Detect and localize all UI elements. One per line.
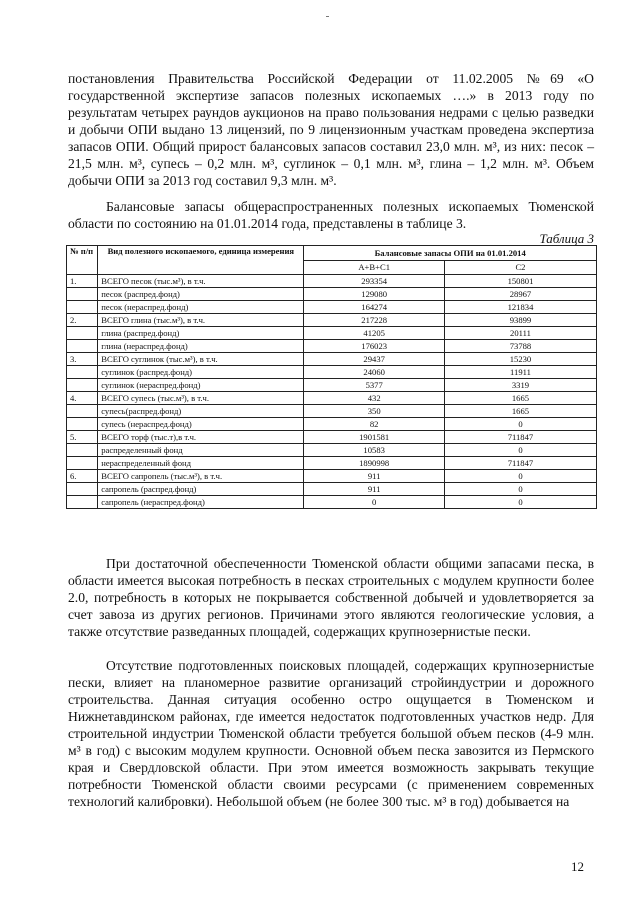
row-number-cell: 4. — [67, 392, 98, 405]
mineral-name-cell: ВСЕГО супесь (тыс.м³), в т.ч. — [98, 392, 304, 405]
c2-value-cell: 1665 — [444, 392, 596, 405]
mineral-name-cell: песок (нераспред.фонд) — [98, 301, 304, 314]
abc1-value-cell: 911 — [304, 470, 445, 483]
table-row — [67, 327, 597, 340]
mineral-name-cell: ВСЕГО торф (тыс.т),в т.ч. — [98, 431, 304, 444]
mineral-name-cell: сапропель (распред.фонд) — [98, 483, 304, 496]
intro-paragraph: постановления Правительства Российской Федерации от 11.02.2005 №69 «О государственной экспертизе запасов полезных ископаемых ….» в 2013 году по результатам четырех раундов аукционов на право пользования недрами с целью разведки и добычи ОПИ выдано 13 лицензий, по 9 лицензионным участкам проведена экспертиза запасов ОПИ. Общий прирост балансовых запасов составил 23,0 млн. м³, из них: песок – 21,5 млн. м³, супесь – 0,2 млн. м³, суглинок – 0,1 млн. м³, глина – 1,2 млн. м³. Объем добычи ОПИ за 2013 год составил 9,3 млн. м³. — [68, 71, 594, 188]
header-abc1: A+B+C1 — [304, 261, 445, 275]
row-number-cell — [67, 340, 98, 353]
abc1-value-cell: 176023 — [304, 340, 445, 353]
row-number-cell — [67, 379, 98, 392]
table-row — [67, 483, 597, 496]
table-row — [67, 379, 597, 392]
mineral-name-cell: суглинок (распред.фонд) — [98, 366, 304, 379]
mineral-name-cell: ВСЕГО сапропель (тыс.м³), в т.ч. — [98, 470, 304, 483]
table-row — [67, 496, 597, 509]
abc1-value-cell: 293354 — [304, 275, 445, 288]
table-row — [67, 470, 597, 483]
c2-value-cell: 28967 — [444, 288, 596, 301]
abc1-value-cell: 350 — [304, 405, 445, 418]
reserves-table — [66, 245, 597, 509]
c2-value-cell: 3319 — [444, 379, 596, 392]
row-number-cell — [67, 301, 98, 314]
table-row — [67, 275, 597, 288]
mineral-name-cell: ВСЕГО глина (тыс.м³), в т.ч. — [98, 314, 304, 327]
c2-value-cell: 0 — [444, 496, 596, 509]
c2-value-cell: 15230 — [444, 353, 596, 366]
c2-value-cell: 0 — [444, 418, 596, 431]
table-intro-paragraph: Балансовые запасы общераспространенных полезных ископаемых Тюменской области по состоянию на 01.01.2014 года, представлены в таблице 3. — [68, 199, 594, 231]
row-number-cell — [67, 327, 98, 340]
abc1-value-cell: 29437 — [304, 353, 445, 366]
row-number-cell — [67, 496, 98, 509]
row-number-cell — [67, 483, 98, 496]
row-number-cell: 2. — [67, 314, 98, 327]
abc1-value-cell: 5377 — [304, 379, 445, 392]
row-number-cell: 5. — [67, 431, 98, 444]
table-row — [67, 444, 597, 457]
c2-value-cell: 150801 — [444, 275, 596, 288]
mineral-name-cell: ВСЕГО песок (тыс.м³), в т.ч. — [98, 275, 304, 288]
mineral-name-cell: суглинок (нераспред.фонд) — [98, 379, 304, 392]
mineral-name-cell: глина (нераспред.фонд) — [98, 340, 304, 353]
abc1-value-cell: 432 — [304, 392, 445, 405]
c2-value-cell: 1665 — [444, 405, 596, 418]
header-no: № п/п — [67, 246, 98, 275]
row-number-cell: 1. — [67, 275, 98, 288]
row-number-cell — [67, 405, 98, 418]
c2-value-cell: 711847 — [444, 457, 596, 470]
c2-value-cell: 711847 — [444, 431, 596, 444]
mineral-name-cell: глина (распред.фонд) — [98, 327, 304, 340]
mineral-name-cell: песок (распред.фонд) — [98, 288, 304, 301]
table-row — [67, 301, 597, 314]
row-number-cell: 3. — [67, 353, 98, 366]
table-row — [67, 366, 597, 379]
c2-value-cell: 0 — [444, 470, 596, 483]
c2-value-cell: 73788 — [444, 340, 596, 353]
abc1-value-cell: 24060 — [304, 366, 445, 379]
mineral-name-cell: нераспределенный фонд — [98, 457, 304, 470]
abc1-value-cell: 1890998 — [304, 457, 445, 470]
header-name: Вид полезного ископаемого, единица измерения — [98, 246, 304, 275]
c2-value-cell: 93899 — [444, 314, 596, 327]
c2-value-cell: 11911 — [444, 366, 596, 379]
row-number-cell — [67, 366, 98, 379]
row-number-cell — [67, 444, 98, 457]
row-number-cell — [67, 418, 98, 431]
table-caption: Таблица 3 — [539, 231, 594, 246]
table-body — [67, 275, 597, 509]
mineral-name-cell: сапропель (нераспред.фонд) — [98, 496, 304, 509]
abc1-value-cell: 41205 — [304, 327, 445, 340]
abc1-value-cell: 82 — [304, 418, 445, 431]
table-row — [67, 392, 597, 405]
abc1-value-cell: 0 — [304, 496, 445, 509]
c2-value-cell: 0 — [444, 483, 596, 496]
header-reserves: Балансовые запасы ОПИ на 01.01.2014 — [304, 246, 597, 261]
table-row — [67, 418, 597, 431]
c2-value-cell: 20111 — [444, 327, 596, 340]
header-c2: C2 — [444, 261, 596, 275]
absence-paragraph: Отсутствие подготовленных поисковых площадей, содержащих крупнозернистые пески, влияет на планомерное развитие организаций стройиндустрии и дорожного строительства. Данная ситуация особенно остро ощущается в Тюменском и Нижнетавдинском районах, где имеется недостаток подготовленных участков недр. Для строительной индустрии Тюменской области требуется большой объем песков (4-9 млн. м³ в год) с высоким модулем крупности. Основной объем песка завозится из Пермского края и Свердловской области. При этом имеется возможность закрывать текущие потребности Тюменской области своими ресурсами (с применением современных технологий калибровки). Небольшой объем (не более 300 тыс. м³ в год) добывается на — [68, 658, 594, 809]
abc1-value-cell: 217228 — [304, 314, 445, 327]
c2-value-cell: 121834 — [444, 301, 596, 314]
table-row — [67, 314, 597, 327]
row-number-cell — [67, 288, 98, 301]
mineral-name-cell: супесь (нераспред.фонд) — [98, 418, 304, 431]
mineral-name-cell: ВСЕГО суглинок (тыс.м³), в т.ч. — [98, 353, 304, 366]
table-row — [67, 353, 597, 366]
mineral-name-cell: супесь(распред.фонд) — [98, 405, 304, 418]
table-row — [67, 340, 597, 353]
sand-paragraph: При достаточной обеспеченности Тюменской области общими запасами песка, в области имеется высокая потребность в песках строительных с модулем крупности более 2.0, потребность в которых не покрывается собственной добычей и удовлетворяется за счет завоза из других регионов. Причинами этого являются геологические условия, а также отсутствие разведанных площадей, содержащих крупнозернистые пески. — [68, 556, 594, 639]
row-number-cell — [67, 457, 98, 470]
row-number-cell: 6. — [67, 470, 98, 483]
scan-mark — [326, 16, 329, 17]
mineral-name-cell: распределенный фонд — [98, 444, 304, 457]
abc1-value-cell: 164274 — [304, 301, 445, 314]
page-number: 12 — [571, 859, 584, 874]
abc1-value-cell: 1901581 — [304, 431, 445, 444]
abc1-value-cell: 10583 — [304, 444, 445, 457]
table-row — [67, 405, 597, 418]
table-row — [67, 288, 597, 301]
table-row — [67, 431, 597, 444]
abc1-value-cell: 911 — [304, 483, 445, 496]
table-row — [67, 457, 597, 470]
abc1-value-cell: 129080 — [304, 288, 445, 301]
c2-value-cell: 0 — [444, 444, 596, 457]
